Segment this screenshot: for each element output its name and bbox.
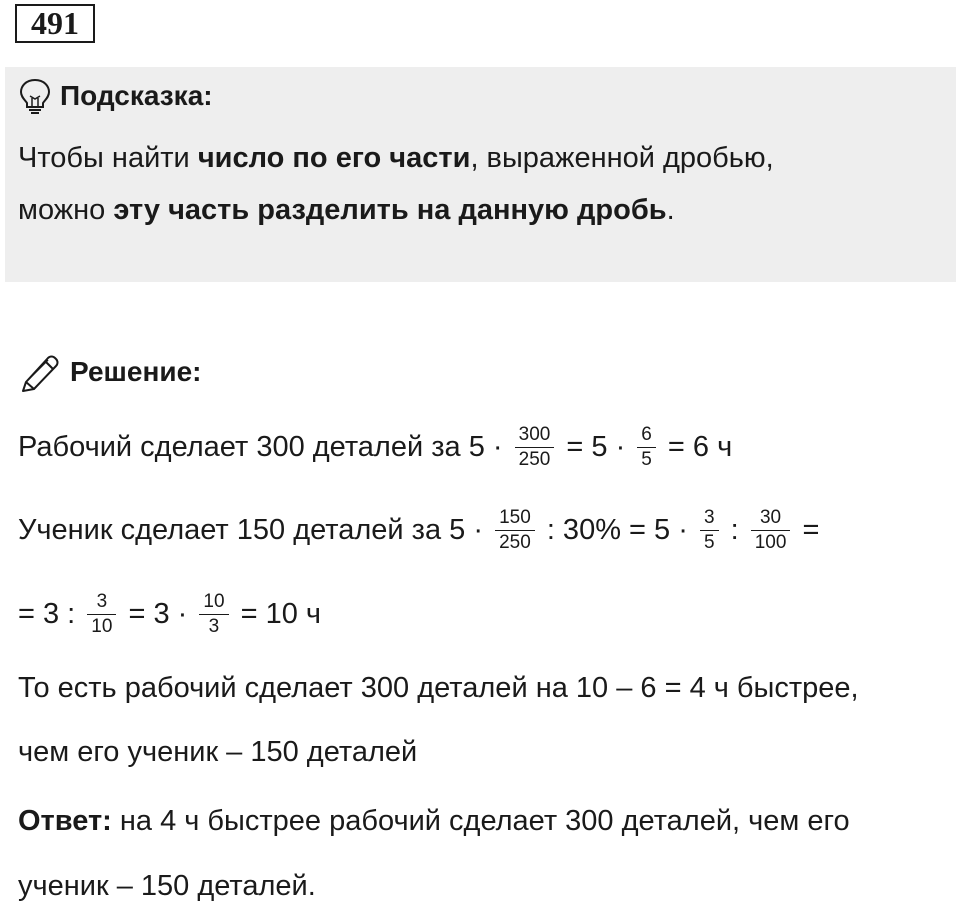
hint-title-text: Подсказка: xyxy=(60,80,213,111)
solution-line-5: чем его ученик – 150 деталей xyxy=(18,736,418,768)
fraction: $\frac{30}{100}$ xyxy=(753,508,789,553)
lightbulb-icon xyxy=(18,78,52,114)
answer-line-2: ученик – 150 деталей. xyxy=(18,870,316,902)
solution-title xyxy=(18,352,201,392)
fraction: $\frac{10}{3}$ xyxy=(201,592,226,637)
hint-title xyxy=(18,78,213,114)
fraction: $\frac{6}{5}$ xyxy=(639,425,654,470)
pencil-icon xyxy=(18,352,62,392)
solution-line-4: То есть рабочий сделает 300 деталей на 10 – 6 = 4 ч быстрее, xyxy=(18,672,859,704)
answer-label: Ответ: xyxy=(18,805,112,837)
solution-title-text: Решение: xyxy=(70,356,202,387)
fraction: $\frac{3}{10}$ xyxy=(89,592,114,637)
solution-line-2: Ученик сделает 150 деталей за 5 · $\frac{150}{250}$ : 30% = 5 · $\frac{3}{5}$ : $\frac{30}{100}$ = xyxy=(18,507,820,553)
solution-line-3: = 3 : $\frac{3}{10}$ = 3 · $\frac{10}{3}$ = 10 ч xyxy=(18,591,322,637)
hint-line-1: Чтобы найти число по его части , выраженной дробью, xyxy=(18,142,774,174)
solution-line-1: Рабочий сделает 300 деталей за 5 · $\frac{300}{250}$ = 5 · $\frac{6}{5}$ = 6 ч xyxy=(18,424,733,470)
hint-line-2: можно эту часть разделить на данную дробь . xyxy=(18,194,675,226)
fraction: $\frac{3}{5}$ xyxy=(702,508,717,553)
task-number: 491 xyxy=(15,4,95,43)
fraction: $\frac{150}{250}$ xyxy=(497,508,533,553)
answer-line: Ответ: на 4 ч быстрее рабочий сделает 300 деталей, чем его xyxy=(18,805,850,837)
fraction: $\frac{300}{250}$ xyxy=(517,425,553,470)
